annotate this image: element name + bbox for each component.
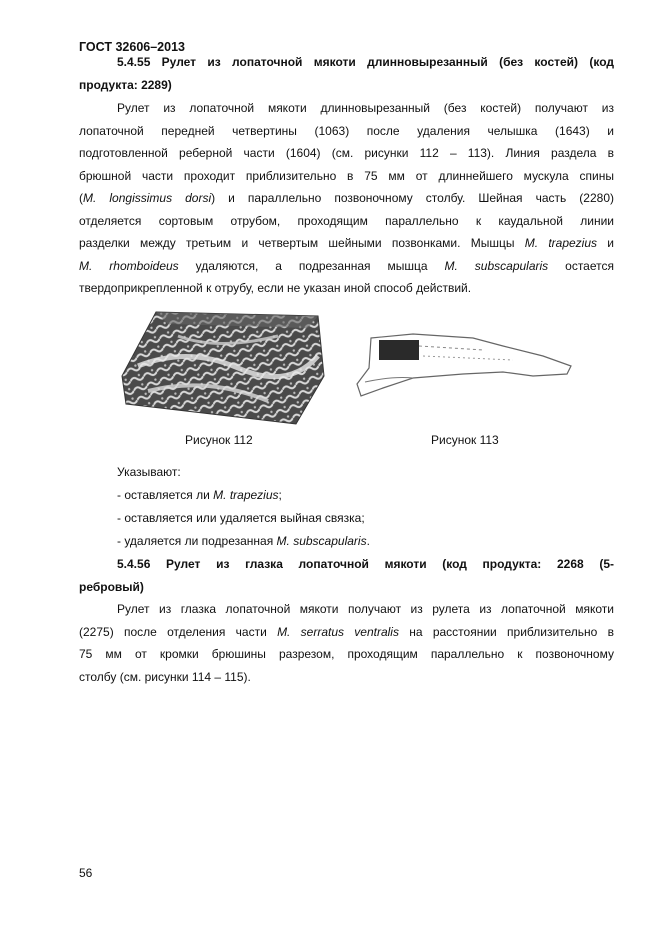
section-5-4-56-paragraph	[79, 598, 614, 688]
indicate-item: - оставляется ли M. trapezius;	[117, 488, 282, 502]
paragraph-line: Рулет из глазка лопаточной мякоти получают из рулета из лопаточной мякоти	[117, 602, 614, 616]
paragraph-line: (2275) после отделения части M. serratus ventralis на расстоянии приблизительно в	[79, 624, 614, 639]
meat-roll-photo	[118, 306, 328, 428]
paragraph-line: брюшной части проходит приблизительно в 75 мм от длиннейшего мускула спины	[79, 168, 614, 183]
paragraph-line: (M. longissimus dorsi) и параллельно позвоночному столбу. Шейная часть (2280)	[79, 191, 614, 205]
paragraph-line: 75 мм от кромки брюшины разрезом, проходящим параллельно к позвоночному	[79, 647, 614, 661]
paragraph-line: твердоприкрепленной к отрубу, если не указан иной способ действий.	[79, 281, 472, 295]
title-line-1: 5.4.56 Рулет из глазка лопаточной мякоти (код продукта: 2268 (5-	[117, 557, 614, 571]
indicate-list	[117, 461, 370, 553]
paragraph-line: отделяется сортовым отрубом, проходящим параллельно к каудальной линии	[79, 213, 614, 228]
paragraph-line: подготовленной реберной части (1604) (см. рисунки 112 – 113). Линия раздела в	[79, 146, 614, 160]
page-number: 56	[79, 866, 93, 880]
figure-112-caption: Рисунок 112	[185, 433, 253, 447]
paragraph-line: лопаточной передней четвертины (1063) после удаления челышка (1643) и	[79, 123, 614, 138]
indicate-item: - удаляется ли подрезанная M. subscapularis.	[117, 534, 370, 548]
figure-113-caption: Рисунок 113	[431, 433, 499, 447]
section-5-4-55-title	[79, 51, 614, 97]
paragraph-line: разделки между третьим и четвертым шейными позвонками. Мышцы M. trapezius и	[79, 236, 614, 250]
indicate-item: - оставляется или удаляется выйная связка;	[117, 511, 365, 525]
title-line-2: ребровый)	[79, 580, 144, 594]
title-line-1: 5.4.55 Рулет из лопаточной мякоти длинновырезанный (без костей) (код	[117, 55, 614, 69]
paragraph-line: M. rhomboideus удаляются, а подрезанная мышца M. subscapularis остается	[79, 258, 614, 273]
section-5-4-56-title	[79, 553, 614, 599]
indicate-lead: Указывают:	[117, 465, 181, 479]
paragraph-line: столбу (см. рисунки 114 – 115).	[79, 669, 251, 684]
title-line-2: продукта: 2289)	[79, 78, 172, 92]
standard-header: ГОСТ 32606–2013	[79, 40, 185, 54]
section-5-4-55-paragraph	[79, 97, 614, 300]
carcass-cut-diagram	[353, 326, 575, 402]
paragraph-line: Рулет из лопаточной мякоти длинновырезанный (без костей) получают из	[117, 101, 614, 115]
